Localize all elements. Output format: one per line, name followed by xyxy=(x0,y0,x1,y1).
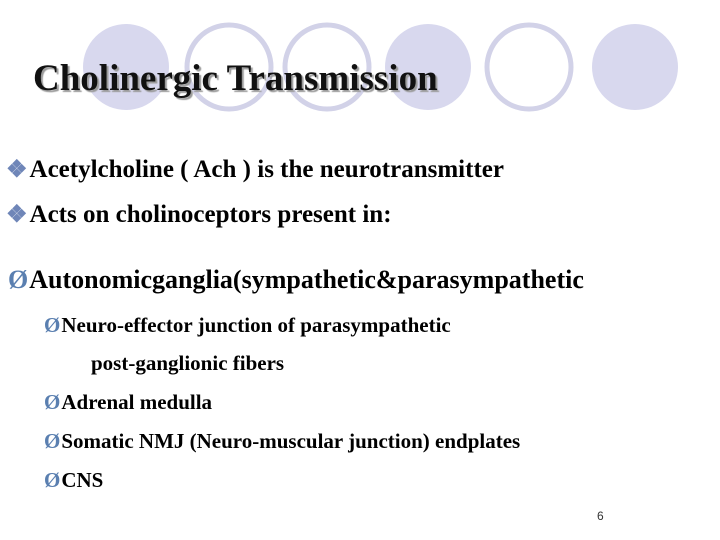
arrow-bullet-icon: Ø xyxy=(44,390,61,414)
sub-point-text: post-ganglionic fibers xyxy=(91,351,285,375)
sub-point xyxy=(44,390,212,415)
sub-point-continuation xyxy=(91,351,284,376)
arrow-bullet-icon: Ø xyxy=(8,265,29,294)
sub-point xyxy=(44,429,520,454)
bullet-item xyxy=(6,155,504,184)
arrow-point xyxy=(8,265,584,295)
bullet-item xyxy=(6,200,392,229)
bullet-text: Acetylcholine ( Ach ) is the neurotransmitter xyxy=(29,156,504,183)
slide-title: Cholinergic Transmission xyxy=(33,58,438,99)
arrow-bullet-icon: Ø xyxy=(44,468,61,492)
diamond-bullet-icon: ❖ xyxy=(6,157,28,183)
sub-point-text: CNS xyxy=(61,468,104,492)
arrow-bullet-icon: Ø xyxy=(44,429,61,453)
sub-point xyxy=(44,313,451,338)
bullet-text: Acts on cholinoceptors present in: xyxy=(29,201,392,228)
decor-circle-filled xyxy=(592,24,678,110)
sub-point-text: Neuro-effector junction of parasympathetic xyxy=(61,313,451,337)
arrow-point-text: Autonomicganglia(sympathetic&parasympathetic xyxy=(29,265,584,294)
sub-point-text: Somatic NMJ (Neuro-muscular junction) endplates xyxy=(61,429,521,453)
sub-point-text: Adrenal medulla xyxy=(61,390,213,414)
sub-point xyxy=(44,468,103,493)
arrow-bullet-icon: Ø xyxy=(44,313,61,337)
page-number: 6 xyxy=(597,509,604,523)
decor-circle-ring xyxy=(487,25,571,109)
diamond-bullet-icon: ❖ xyxy=(6,202,28,228)
